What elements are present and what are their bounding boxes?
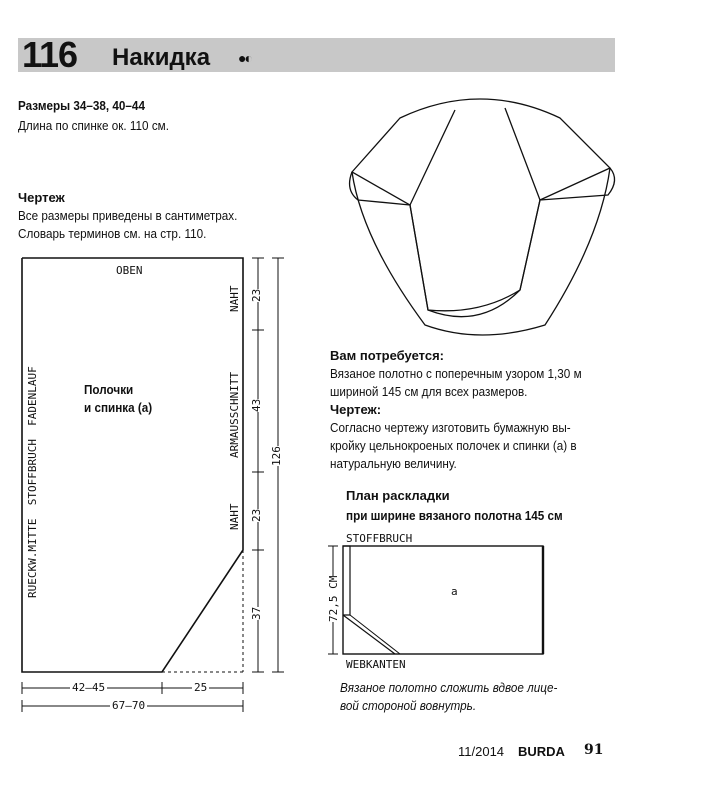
- pattern-title: Накидка: [112, 44, 211, 71]
- pattern-number: 116: [22, 34, 78, 75]
- needs-drawing-heading: Чертеж:: [330, 402, 382, 417]
- label-naht-top: NAHT: [228, 285, 241, 312]
- dim-23-bottom: 23: [250, 508, 263, 522]
- dim-25: 25: [194, 681, 208, 694]
- pattern-outline: [22, 258, 243, 672]
- length-text: Длина по спинке ок. 110 см.: [18, 118, 169, 133]
- dim-67-70: 67–70: [112, 699, 146, 712]
- drawing-heading: Чертеж: [18, 190, 65, 205]
- difficulty-dots-icon: ●◐: [238, 50, 251, 66]
- drawing-line-2: Словарь терминов см. на стр. 110.: [18, 226, 207, 241]
- label-left-edge: RUECKW.MITTE STOFFBRUCH FADENLAUF: [26, 366, 39, 598]
- cape-illustration: [350, 99, 615, 335]
- layout-note-2: вой стороной вовнутрь.: [340, 698, 477, 713]
- layout-plan-drawing: [328, 546, 543, 654]
- piece-label-1: Полочки: [84, 382, 134, 397]
- label-armhole: ARMAUSSCHNITT: [228, 371, 241, 458]
- sizes-text: Размеры 34–38, 40–44: [18, 98, 145, 113]
- needs-line-1: Вязаное полотно с поперечным узором 1,30 м: [330, 366, 582, 381]
- dim-37: 37: [250, 606, 263, 620]
- layout-note-1: Вязаное полотно сложить вдвое лице-: [340, 680, 558, 695]
- needs-drawing-line-3: натуральную величину.: [330, 456, 457, 471]
- layout-subheading: при ширине вязаного полотна 145 см: [346, 508, 563, 523]
- label-naht-bottom: NAHT: [228, 503, 241, 530]
- footer-issue: 11/2014: [458, 744, 505, 759]
- footer-page: 91: [584, 742, 604, 758]
- needs-drawing-line-2: кройку цельнокроеных полочек и спинки (а) в: [330, 438, 577, 453]
- layout-piece-label: a: [451, 585, 458, 598]
- label-webkanten: WEBKANTEN: [346, 658, 406, 671]
- dim-43: 43: [250, 398, 263, 412]
- dim-126: 126: [270, 446, 283, 466]
- footer-brand: BURDA: [518, 744, 565, 759]
- layout-heading: План раскладки: [346, 488, 450, 503]
- needs-heading: Вам потребуется:: [330, 348, 444, 363]
- label-height: 72,5 CM: [327, 575, 340, 622]
- dim-42-45: 42–45: [72, 681, 106, 694]
- dim-23-top: 23: [250, 288, 263, 302]
- piece-label-2: и спинка (а): [84, 400, 153, 415]
- label-stoffbruch: STOFFBRUCH: [346, 532, 413, 545]
- needs-line-2: шириной 145 см для всех размеров.: [330, 384, 528, 399]
- drawing-line-1: Все размеры приведены в сантиметрах.: [18, 208, 238, 223]
- label-oben: OBEN: [116, 264, 143, 277]
- needs-drawing-line-1: Согласно чертежу изготовить бумажную вы-: [330, 420, 571, 435]
